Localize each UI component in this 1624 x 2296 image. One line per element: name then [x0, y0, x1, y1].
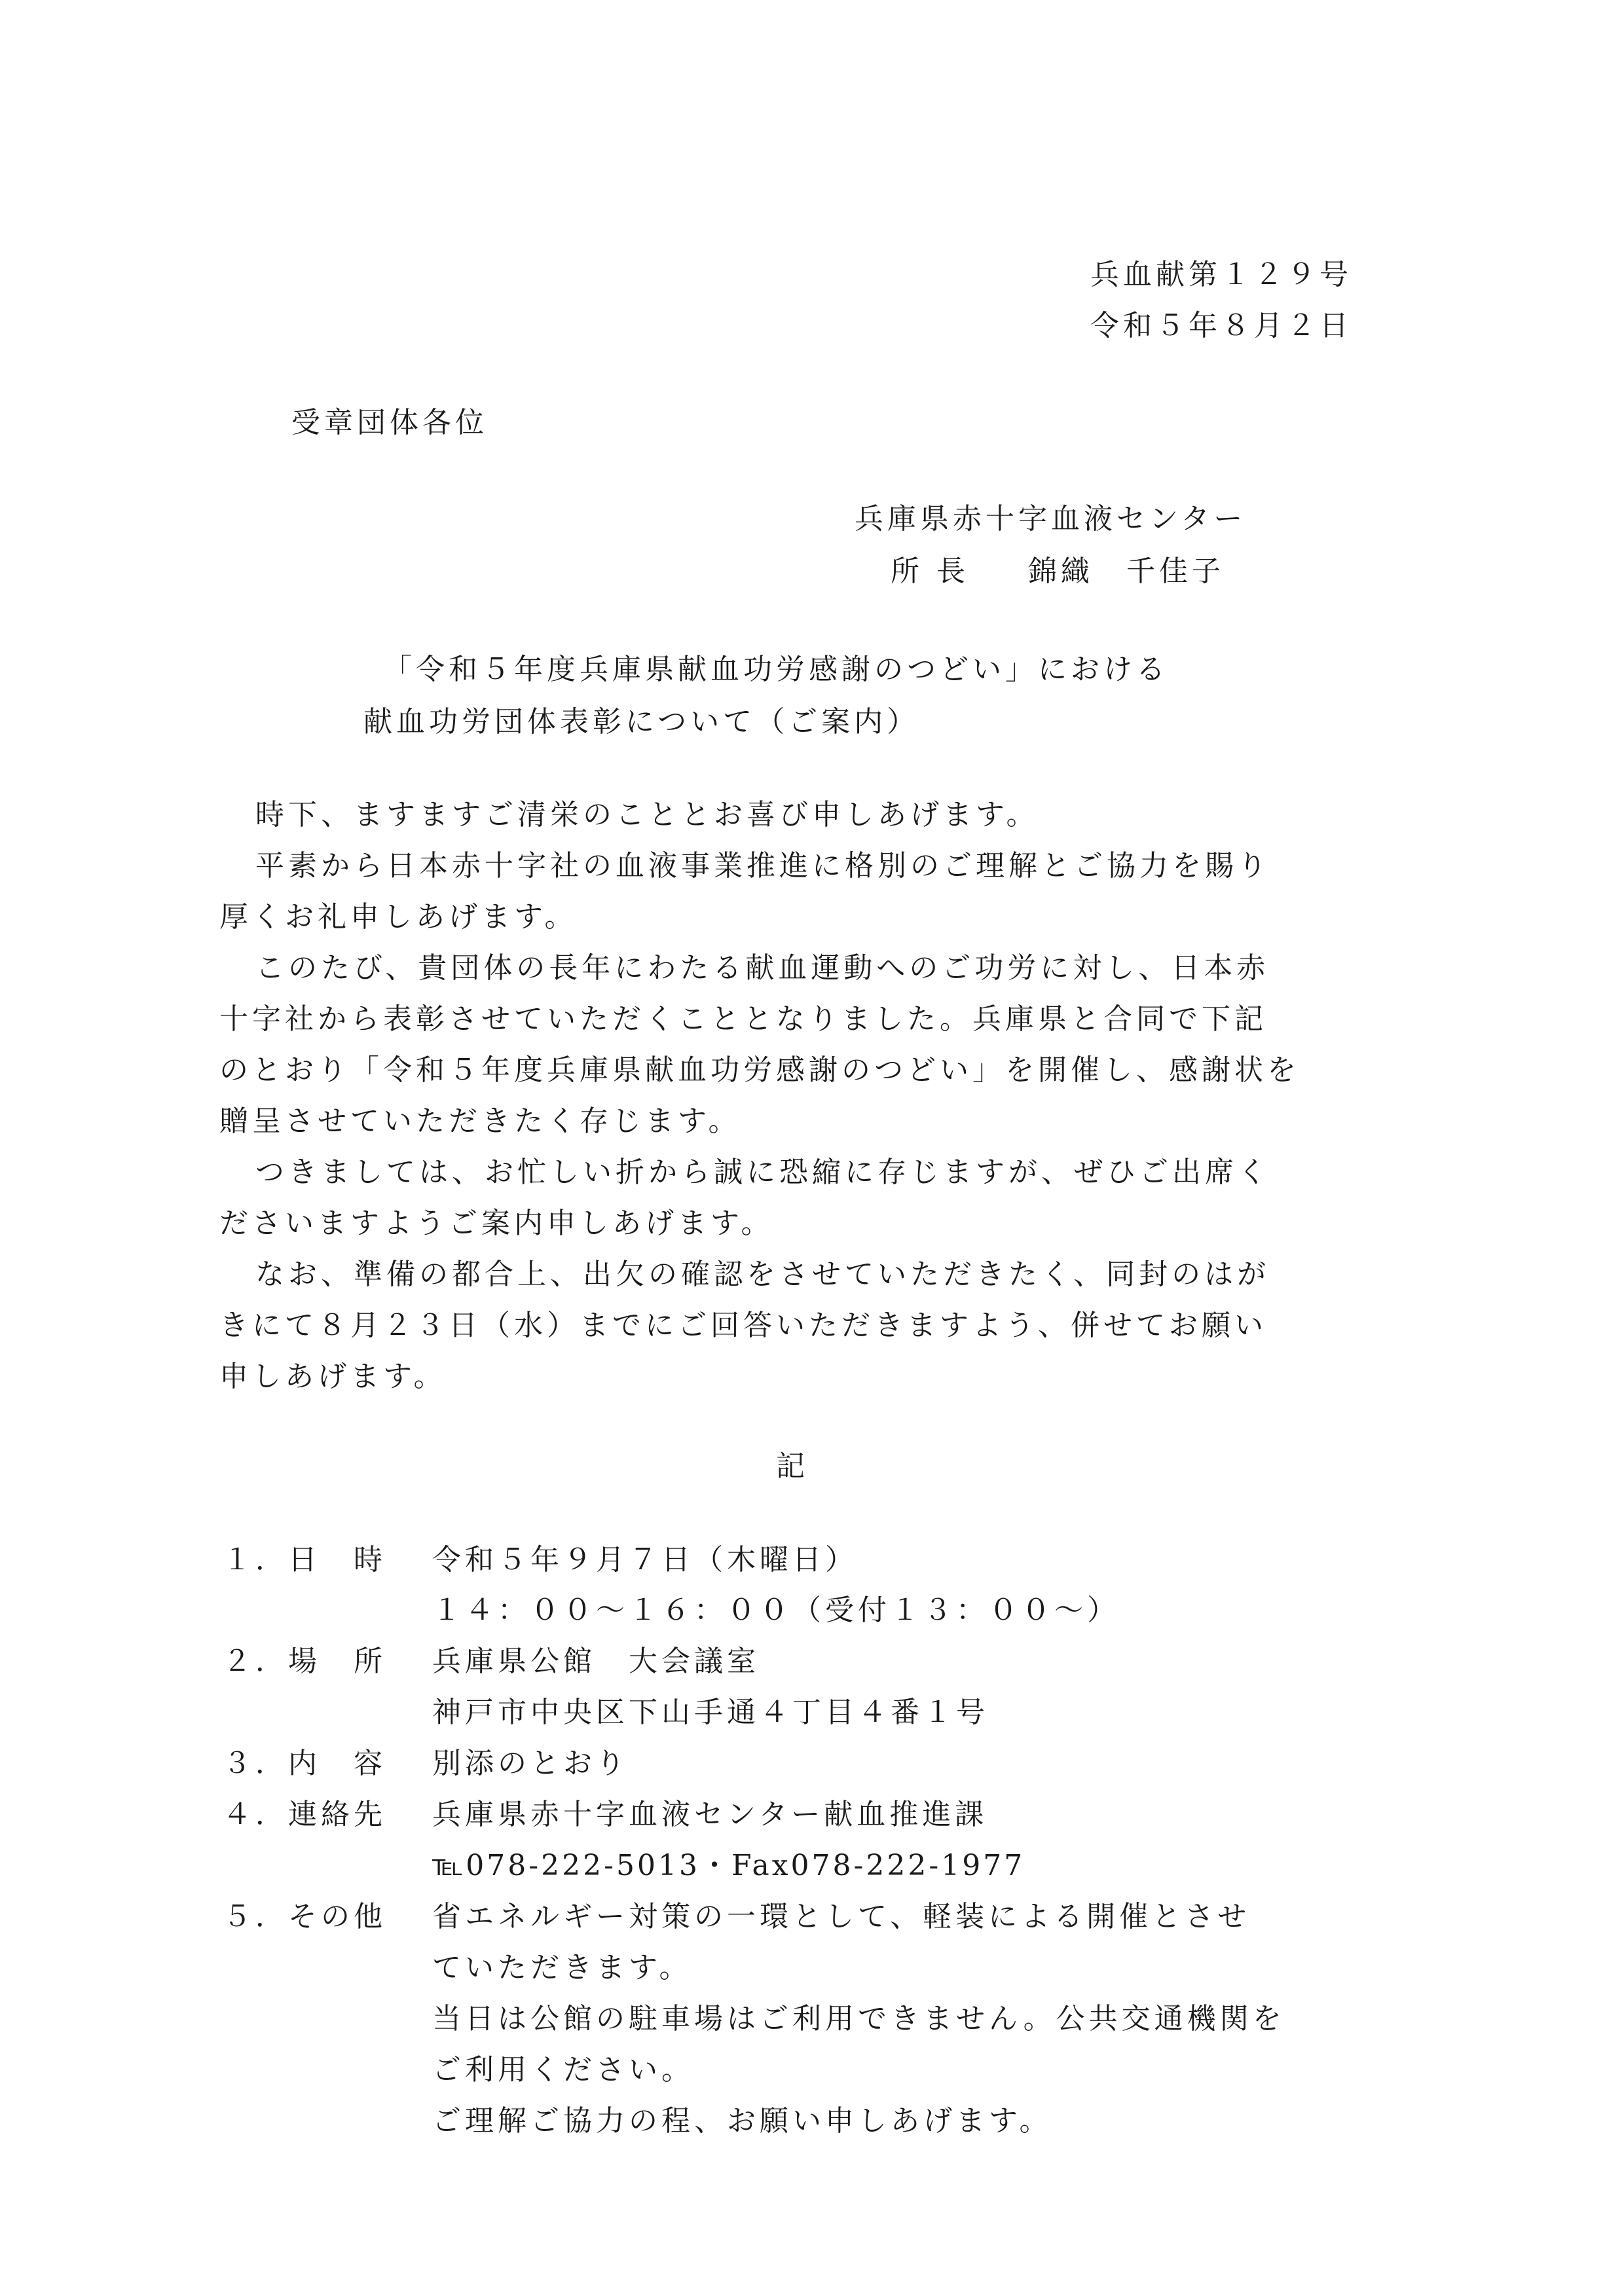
item-other-line-5: ご理解ご協力の程、お願い申しあげます。: [432, 2104, 1052, 2138]
body-p4b: ださいますようご案内申しあげます。: [219, 1207, 774, 1240]
item-contact-line-1: 兵庫県赤十字血液センター献血推進課: [432, 1798, 988, 1831]
item-label-other: ５．その他: [223, 1900, 386, 1933]
body-p2b: 厚くお礼申しあげます。: [219, 900, 578, 934]
item-label-contact: ４．連絡先: [223, 1798, 386, 1831]
item-other-line-4: ご利用ください。: [432, 2053, 694, 2086]
item-content-line-1: 別添のとおり: [432, 1747, 629, 1780]
doc-date: 令和５年８月２日: [1090, 309, 1352, 342]
addressee: 受章団体各位: [291, 406, 488, 439]
body-p3d: 贈呈させていただきたく存じます。: [219, 1104, 741, 1138]
body-p3a: このたび、貴団体の長年にわたる献血運動へのご功労に対し、日本赤: [255, 951, 1270, 985]
ki-heading: 記: [776, 1449, 809, 1483]
body-p5b: きにて８月２３日（水）までにご回答いただきますよう、併せてお願い: [219, 1309, 1267, 1342]
item-other-line-2: ていただきます。: [432, 1951, 692, 1984]
body-p4a: つきましては、お忙しい折から誠に恐縮に存じますが、ぜひご出席く: [255, 1156, 1270, 1189]
body-p3c: のとおり「令和５年度兵庫県献血功労感謝のつどい」を開催し、感謝状を: [219, 1053, 1300, 1087]
sender-title-name: 所 長 錦織 千佳子: [891, 555, 1225, 588]
item-place-line-2: 神戸市中央区下山手通４丁目４番１号: [432, 1696, 989, 1729]
body-p5a: なお、準備の都合上、出欠の確認をさせていただきたく、同封のはが: [255, 1258, 1270, 1291]
body-p2a: 平素から日本赤十字社の血液事業推進に格別のご理解とご協力を賜り: [255, 849, 1270, 883]
body-p5c: 申しあげます。: [219, 1360, 447, 1393]
item-datetime-line-1: 令和５年９月７日（木曜日）: [432, 1543, 858, 1576]
item-place-line-1: 兵庫県公館 大会議室: [432, 1645, 760, 1678]
item-label-datetime: １．日 時: [223, 1543, 386, 1576]
item-contact-line-2: ℡078-222-5013・Fax078-222-1977: [432, 1849, 1025, 1882]
sender-organization: 兵庫県赤十字血液センター: [855, 502, 1247, 536]
item-datetime-line-2: １４：００～１６：００（受付１３：００～）: [432, 1594, 1120, 1627]
item-label-place: ２．場 所: [223, 1645, 386, 1678]
subject-line-2: 献血功労団体表彰について（ご案内）: [363, 705, 920, 738]
item-other-line-3: 当日は公館の駐車場はご利用できません。公共交通機関を: [432, 2002, 1285, 2035]
body-p3b: 十字社から表彰させていただくこととなりました。兵庫県と合同で下記: [219, 1002, 1267, 1036]
doc-number: 兵血献第１２９号: [1090, 258, 1352, 291]
item-label-content: ３．内 容: [223, 1747, 386, 1780]
subject-line-1: 「令和５年度兵庫県献血功労感謝のつどい」における: [383, 653, 1169, 686]
item-other-line-1: 省エネルギー対策の一環として、軽装による開催とさせ: [432, 1900, 1251, 1933]
body-p1: 時下、ますますご清栄のこととお喜び申しあげます。: [255, 798, 1039, 831]
